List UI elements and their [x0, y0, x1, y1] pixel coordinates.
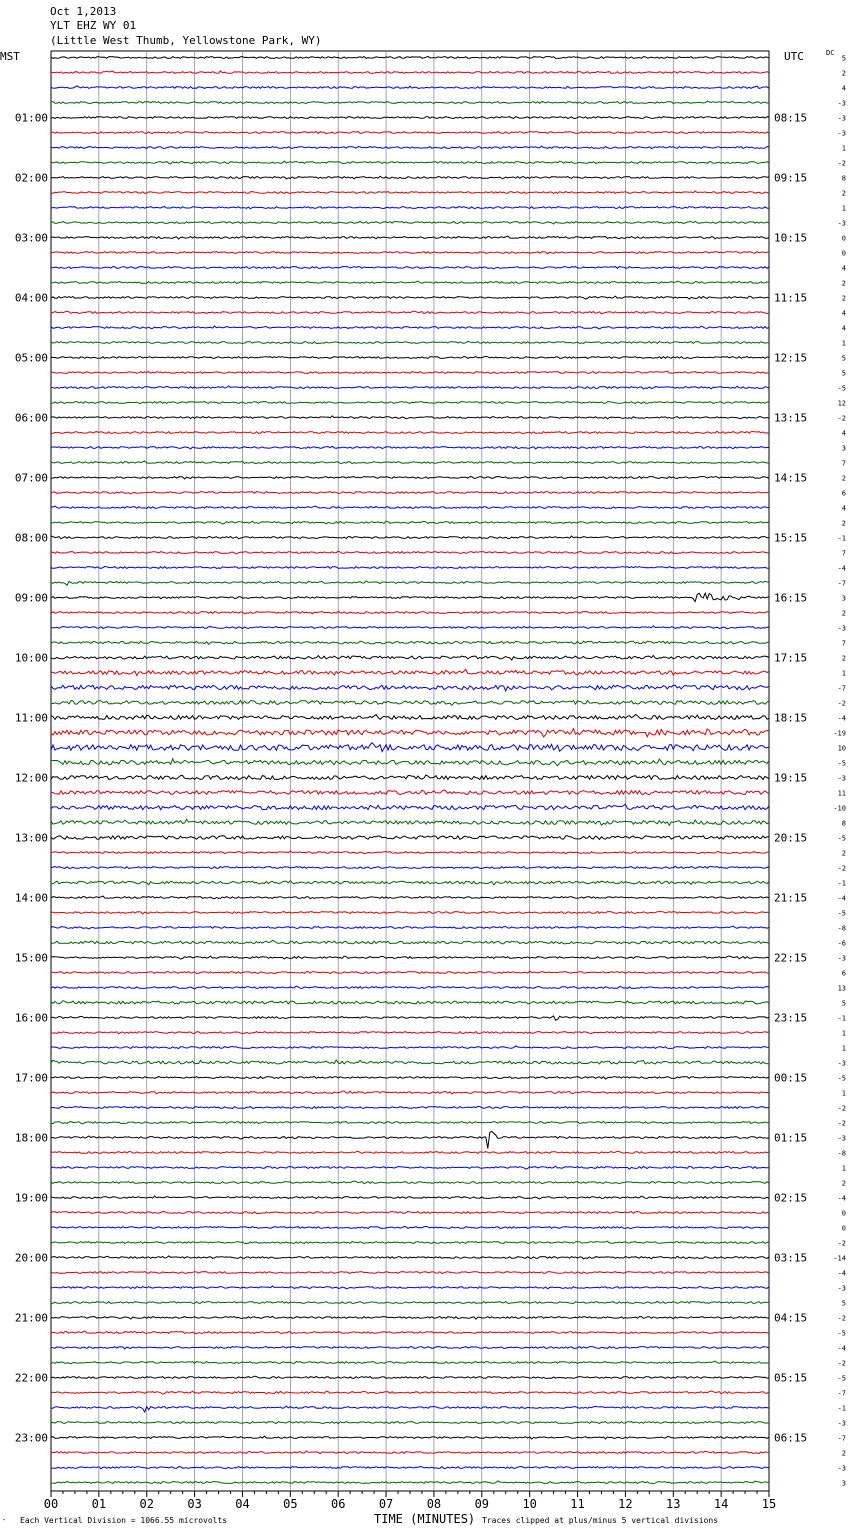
dc-offset-label: -1: [837, 534, 846, 543]
dc-offset-label: 2: [841, 609, 846, 618]
seismic-trace: [51, 1391, 769, 1394]
dc-offset-label: 4: [841, 504, 846, 513]
utc-hour-label: 20:15: [774, 831, 808, 845]
x-tick-label: 09: [474, 1497, 490, 1511]
mst-hour-label: 16:00: [14, 1011, 48, 1025]
mst-hour-label: 09:00: [14, 591, 48, 605]
seismic-trace: [51, 1406, 769, 1412]
x-tick-label: 04: [235, 1497, 250, 1511]
dc-offset-label: -4: [837, 1194, 846, 1203]
dc-offset-label: -5: [837, 384, 846, 393]
dc-offset-label: 11: [837, 789, 846, 798]
seismic-trace: [51, 477, 769, 479]
seismic-trace: [51, 236, 769, 239]
dc-offset-label: 2: [841, 69, 846, 78]
dc-offset-label: 0: [841, 234, 846, 243]
dc-offset-label: 3: [841, 444, 846, 453]
seismic-trace: [51, 940, 769, 943]
dc-offset-label: -3: [837, 1464, 846, 1473]
dc-offset-label: -8: [837, 1149, 846, 1158]
dc-offset-label: -2: [837, 1314, 846, 1323]
dc-offset-label: -2: [837, 414, 846, 423]
dc-offset-label: 0: [841, 1224, 846, 1233]
seismic-trace: [51, 986, 769, 989]
mst-hour-label: 03:00: [14, 231, 48, 245]
mst-hour-label: 17:00: [14, 1071, 48, 1085]
seismic-trace: [51, 581, 769, 586]
utc-hour-label: 17:15: [774, 651, 808, 665]
dc-offset-label: 3: [841, 594, 846, 603]
dc-offset-label: 1: [841, 144, 846, 153]
seismic-trace: [51, 117, 769, 119]
seismic-trace: [51, 1301, 769, 1303]
dc-offset-label: -2: [837, 864, 846, 873]
seismic-trace: [51, 611, 769, 614]
mst-hour-label: 10:00: [14, 651, 48, 665]
seismic-trace: [51, 759, 769, 766]
seismic-trace: [51, 101, 769, 103]
mst-hour-label: 12:00: [14, 771, 48, 785]
dc-offset-label: -5: [837, 834, 846, 843]
seismic-trace: [51, 656, 769, 661]
dc-offset-label: -3: [837, 114, 846, 123]
dc-offset-label: 8: [841, 174, 846, 183]
dc-offset-label: 1: [841, 1164, 846, 1173]
mst-hour-label: 04:00: [14, 291, 48, 305]
seismic-trace: [51, 1077, 769, 1080]
seismic-trace: [51, 402, 769, 404]
seismic-trace: [51, 1032, 769, 1034]
mst-hour-label: 21:00: [14, 1311, 48, 1325]
seismic-trace: [51, 1166, 769, 1169]
seismic-trace: [51, 881, 769, 885]
dc-offset-label: -7: [837, 579, 846, 588]
dc-offset-label: 1: [841, 1044, 846, 1053]
seismic-trace: [51, 1481, 769, 1484]
seismic-trace: [51, 700, 769, 705]
seismic-trace: [51, 1272, 769, 1274]
seismic-trace: [51, 56, 769, 58]
seismic-trace: [51, 790, 769, 795]
dc-offset-label: 7: [841, 549, 846, 558]
seismic-trace: [51, 86, 769, 89]
dc-offset-label: 0: [841, 249, 846, 258]
seismic-trace: [51, 1091, 769, 1094]
mst-hour-label: 18:00: [14, 1131, 48, 1145]
seismic-trace: [51, 1241, 769, 1243]
dc-offset-label: 4: [841, 264, 846, 273]
dc-offset-label: -8: [837, 924, 846, 933]
seismic-trace: [51, 356, 769, 358]
dc-offset-label: -5: [837, 909, 846, 918]
utc-hour-label: 01:15: [774, 1131, 808, 1145]
seismic-trace: [51, 341, 769, 343]
dc-offset-label: 2: [841, 1449, 846, 1458]
header-date: Oct 1,2013: [50, 5, 117, 18]
seismic-trace: [51, 912, 769, 914]
mst-hour-label: 23:00: [14, 1431, 48, 1445]
dc-offset-label: -3: [837, 1284, 846, 1293]
dc-offset-label: 2: [841, 294, 846, 303]
dc-offset-label: -5: [837, 759, 846, 768]
seismic-trace: [51, 252, 769, 254]
utc-hour-label: 19:15: [774, 771, 808, 785]
x-tick-label: 02: [139, 1497, 154, 1511]
x-tick-label: 06: [330, 1497, 346, 1511]
seismic-trace: [51, 416, 769, 419]
dc-offset-label: -3: [837, 129, 846, 138]
mst-hour-label: 11:00: [14, 711, 48, 725]
dc-offset-label: -10: [833, 804, 846, 813]
utc-hour-label: 09:15: [774, 171, 808, 185]
dc-offset-label: -1: [837, 879, 846, 888]
utc-hour-label: 00:15: [774, 1071, 808, 1085]
seismic-trace: [51, 804, 769, 809]
dc-offset-label: 12: [837, 399, 846, 408]
dc-offset-label: 2: [841, 1179, 846, 1188]
dc-offset-label: -5: [837, 1329, 846, 1338]
footer-mark: ″: [2, 1518, 7, 1526]
dc-offset-label: -3: [837, 774, 846, 783]
seismic-trace: [51, 161, 769, 164]
seismic-trace: [51, 866, 769, 868]
seismic-trace: [51, 669, 769, 675]
utc-hour-label: 18:15: [774, 711, 808, 725]
utc-hour-label: 03:15: [774, 1251, 808, 1265]
utc-hour-label: 11:15: [774, 291, 808, 305]
dc-offset-label: 10: [837, 744, 846, 753]
dc-offset-label: -2: [837, 1359, 846, 1368]
seismic-trace: [51, 1316, 769, 1319]
dc-offset-header: DC: [826, 49, 835, 57]
seismic-trace: [51, 1211, 769, 1213]
mst-hour-label: 14:00: [14, 891, 48, 905]
seismic-trace: [51, 1467, 769, 1469]
seismic-trace: [51, 1436, 769, 1439]
dc-offset-label: -7: [837, 1434, 846, 1443]
dc-offset-label: 2: [841, 474, 846, 483]
dc-offset-label: 1: [841, 1089, 846, 1098]
dc-offset-label: 4: [841, 324, 846, 333]
seismic-trace: [51, 851, 769, 854]
dc-offset-label: 1: [841, 669, 846, 678]
dc-offset-label: 6: [841, 489, 846, 498]
dc-offset-label: 6: [841, 969, 846, 978]
dc-offset-label: -5: [837, 1374, 846, 1383]
dc-offset-label: -3: [837, 1059, 846, 1068]
seismic-trace: [51, 132, 769, 134]
dc-offset-label: 1: [841, 339, 846, 348]
seismic-trace: [51, 1422, 769, 1424]
utc-hour-label: 12:15: [774, 351, 808, 365]
mst-hour-label: 01:00: [14, 111, 48, 125]
dc-offset-label: 4: [841, 429, 846, 438]
seismic-trace: [51, 1121, 769, 1124]
clip-note: Traces clipped at plus/minus 5 vertical divisions: [482, 1516, 719, 1525]
utc-hour-label: 22:15: [774, 951, 808, 965]
dc-offset-label: -19: [833, 729, 846, 738]
dc-offset-label: 2: [841, 279, 846, 288]
dc-offset-label: 2: [841, 189, 846, 198]
x-tick-label: 12: [618, 1497, 633, 1511]
dc-offset-label: -4: [837, 894, 846, 903]
dc-offset-label: -4: [837, 1269, 846, 1278]
seismic-trace: [51, 311, 769, 314]
dc-offset-label: 1: [841, 1029, 846, 1038]
seismic-trace: [51, 207, 769, 209]
x-tick-label: 08: [426, 1497, 442, 1511]
dc-offset-label: -4: [837, 1344, 846, 1353]
seismic-trace: [51, 593, 769, 601]
seismic-trace: [51, 1347, 769, 1349]
dc-offset-label: -4: [837, 714, 846, 723]
utc-hour-label: 16:15: [774, 591, 808, 605]
seismic-trace: [51, 743, 769, 752]
seismic-trace: [51, 1001, 769, 1004]
dc-offset-label: -3: [837, 1134, 846, 1143]
seismic-trace: [51, 1046, 769, 1049]
dc-offset-label: -2: [837, 1239, 846, 1248]
seismic-trace: [51, 641, 769, 644]
dc-offset-label: -14: [833, 1254, 846, 1263]
dc-offset-label: 5: [841, 54, 846, 63]
dc-offset-label: -6: [837, 939, 846, 948]
seismic-trace: [51, 685, 769, 691]
seismic-trace: [51, 326, 769, 329]
mst-hour-label: 20:00: [14, 1251, 48, 1265]
utc-hour-label: 15:15: [774, 531, 808, 545]
seismic-trace: [51, 715, 769, 720]
dc-offset-label: -1: [837, 1014, 846, 1023]
dc-offset-label: -1: [837, 1404, 846, 1413]
seismic-trace: [51, 1361, 769, 1364]
seismic-trace: [51, 1131, 769, 1148]
header-station: YLT EHZ WY 01: [50, 19, 137, 32]
utc-hour-label: 02:15: [774, 1191, 808, 1205]
mst-hour-label: 19:00: [14, 1191, 48, 1205]
seismic-trace: [51, 551, 769, 554]
mst-hour-label: 08:00: [14, 531, 48, 545]
dc-offset-label: 5: [841, 999, 846, 1008]
x-tick-label: 13: [666, 1497, 681, 1511]
scale-note: Each Vertical Division = 1066.55 microvolts: [20, 1516, 228, 1525]
dc-offset-label: 5: [841, 369, 846, 378]
dc-offset-label: -3: [837, 99, 846, 108]
utc-hour-label: 13:15: [774, 411, 808, 425]
seismic-trace: [51, 971, 769, 974]
seismic-trace: [51, 896, 769, 899]
right-timezone-label: UTC: [784, 50, 804, 63]
seismic-trace: [51, 267, 769, 269]
mst-hour-label: 06:00: [14, 411, 48, 425]
seismic-trace: [51, 1181, 769, 1184]
dc-offset-label: -3: [837, 954, 846, 963]
utc-hour-label: 05:15: [774, 1371, 808, 1385]
dc-offset-label: -2: [837, 699, 846, 708]
dc-offset-label: 8: [841, 819, 846, 828]
dc-offset-label: -3: [837, 219, 846, 228]
seismic-trace: [51, 956, 769, 959]
seismic-trace: [51, 71, 769, 73]
dc-offset-label: 2: [841, 654, 846, 663]
dc-offset-label: 5: [841, 1299, 846, 1308]
seismic-trace: [51, 1286, 769, 1289]
seismic-trace: [51, 506, 769, 508]
dc-offset-label: 7: [841, 459, 846, 468]
x-tick-label: 15: [761, 1497, 777, 1511]
x-tick-label: 10: [522, 1497, 537, 1511]
x-tick-label: 00: [43, 1497, 59, 1511]
dc-offset-label: 4: [841, 309, 846, 318]
mst-hour-label: 07:00: [14, 471, 48, 485]
mst-hour-label: 15:00: [14, 951, 48, 965]
seismic-trace: [51, 1060, 769, 1064]
seismic-trace: [51, 926, 769, 929]
dc-offset-label: 3: [841, 1479, 846, 1488]
seismic-trace: [51, 176, 769, 179]
seismic-trace: [51, 386, 769, 389]
mst-hour-label: 22:00: [14, 1371, 48, 1385]
dc-offset-label: 4: [841, 84, 846, 93]
left-timezone-label: MST: [0, 50, 20, 63]
dc-offset-label: -5: [837, 1074, 846, 1083]
dc-offset-label: 5: [841, 354, 846, 363]
dc-offset-label: 0: [841, 1209, 846, 1218]
seismic-trace: [51, 1331, 769, 1334]
mst-hour-label: 02:00: [14, 171, 48, 185]
seismic-trace: [51, 146, 769, 148]
seismic-trace: [51, 775, 769, 780]
seismic-trace: [51, 1196, 769, 1199]
seismic-trace: [51, 446, 769, 449]
utc-hour-label: 10:15: [774, 231, 808, 245]
dc-offset-label: 2: [841, 849, 846, 858]
seismic-trace: [51, 431, 769, 433]
seismic-trace: [51, 536, 769, 539]
dc-offset-label: -2: [837, 1119, 846, 1128]
x-tick-label: 03: [187, 1497, 202, 1511]
utc-hour-label: 08:15: [774, 111, 808, 125]
seismic-trace: [51, 371, 769, 373]
seismic-trace: [51, 729, 769, 737]
dc-offset-label: -3: [837, 1419, 846, 1428]
seismic-trace: [51, 819, 769, 825]
x-tick-label: 01: [91, 1497, 107, 1511]
seismic-trace: [51, 1256, 769, 1259]
header-location: (Little West Thumb, Yellowstone Park, WY): [50, 34, 322, 47]
utc-hour-label: 04:15: [774, 1311, 808, 1325]
dc-offset-label: 7: [841, 639, 846, 648]
x-axis-title: TIME (MINUTES): [374, 1512, 476, 1526]
mst-hour-label: 05:00: [14, 351, 48, 365]
seismic-trace: [51, 566, 769, 568]
dc-offset-label: -7: [837, 684, 846, 693]
x-tick-label: 11: [570, 1497, 585, 1511]
seismic-trace: [51, 191, 769, 194]
seismic-trace: [51, 461, 769, 464]
mst-hour-label: 13:00: [14, 831, 48, 845]
x-tick-label: 07: [378, 1497, 394, 1511]
seismic-trace: [51, 626, 769, 629]
seismic-trace: [51, 1376, 769, 1378]
x-tick-label: 14: [713, 1497, 729, 1511]
dc-offset-label: -3: [837, 624, 846, 633]
x-tick-label: 05: [283, 1497, 298, 1511]
dc-offset-label: -2: [837, 159, 846, 168]
seismic-trace: [51, 521, 769, 524]
seismic-trace: [51, 1016, 769, 1020]
seismic-trace: [51, 281, 769, 283]
seismic-trace: [51, 221, 769, 224]
dc-offset-label: -7: [837, 1389, 846, 1398]
seismic-trace: [51, 1151, 769, 1153]
dc-offset-label: 2: [841, 519, 846, 528]
dc-offset-label: -4: [837, 564, 846, 573]
seismic-trace: [51, 836, 769, 840]
dc-offset-label: 13: [837, 984, 846, 993]
seismic-trace: [51, 296, 769, 299]
utc-hour-label: 06:15: [774, 1431, 808, 1445]
dc-offset-label: -2: [837, 1104, 846, 1113]
utc-hour-label: 23:15: [774, 1011, 808, 1025]
utc-hour-label: 14:15: [774, 471, 808, 485]
dc-offset-label: 1: [841, 204, 846, 213]
seismic-trace: [51, 1226, 769, 1228]
seismic-trace: [51, 492, 769, 494]
seismic-trace: [51, 1106, 769, 1108]
utc-hour-label: 21:15: [774, 891, 808, 905]
seismic-trace: [51, 1451, 769, 1454]
